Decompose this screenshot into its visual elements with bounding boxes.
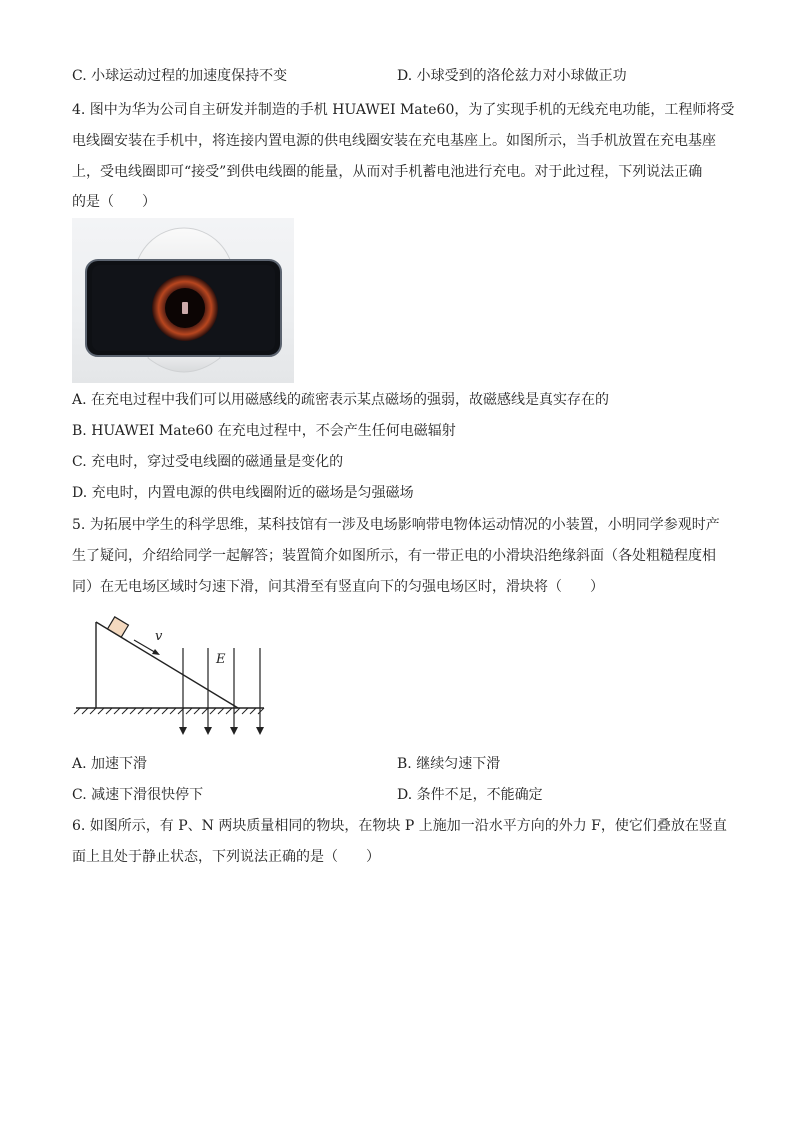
q4-stem-line-3: 上，受电线圈即可“接受”到供电线圈的能量，从而对手机蓄电池进行充电。对于此过程，下列说法正确 bbox=[72, 164, 703, 180]
q4-option-a: A. 在充电过程中我们可以用磁感线的疏密表示某点磁场的强弱，故磁感线是真实存在的 bbox=[72, 392, 610, 408]
velocity-label: v bbox=[155, 629, 163, 644]
phone-charging-photo bbox=[72, 218, 294, 383]
incline-electric-field-diagram bbox=[72, 612, 272, 742]
q3-option-c: C. 小球运动过程的加速度保持不变 bbox=[72, 68, 288, 84]
field-arrowheads bbox=[179, 727, 264, 735]
q4-option-c: C. 充电时，穿过受电线圈的磁通量是变化的 bbox=[72, 454, 344, 470]
charged-block bbox=[108, 617, 129, 637]
q4-option-b: B. HUAWEI Mate60 在充电过程中，不会产生任何电磁辐射 bbox=[72, 423, 456, 439]
q6-stem-line-2: 面上且处于静止状态，下列说法正确的是（ ） bbox=[72, 849, 380, 865]
q5-stem-line-2: 生了疑问，介绍给同学一起解答；装置简介如图所示，有一带正电的小滑块沿绝缘斜面（各处粗糙程度相 bbox=[72, 548, 716, 564]
field-label: E bbox=[216, 652, 226, 667]
q4-option-d: D. 充电时，内置电源的供电线圈附近的磁场是匀强磁场 bbox=[72, 485, 414, 501]
q5-option-a: A. 加速下滑 bbox=[72, 756, 148, 772]
q5-stem-line-3: 同）在无电场区域时匀速下滑，问其滑至有竖直向下的匀强电场区时，滑块将（ ） bbox=[72, 579, 604, 595]
velocity-arrow-head bbox=[152, 649, 160, 655]
q4-stem-line-1: 4. 图中为华为公司自主研发并制造的手机 HUAWEI Mate60，为了实现手机的无线充电功能，工程师将受 bbox=[72, 102, 735, 118]
q3-option-d: D. 小球受到的洛伦兹力对小球做正功 bbox=[397, 68, 627, 84]
phone-on-wireless-charger-image bbox=[72, 218, 294, 383]
q6-stem-line-1: 6. 如图所示，有 P、N 两块质量相同的物块，在物块 P 上施加一沿水平方向的外力 F，使它们叠放在竖直 bbox=[72, 818, 727, 834]
q4-stem-line-2: 电线圈安装在手机中，将连接内置电源的供电线圈安装在充电基座上。如图所示，当手机放置在充电基座 bbox=[72, 133, 716, 149]
q5-option-d: D. 条件不足，不能确定 bbox=[397, 787, 543, 803]
q5-option-b: B. 继续匀速下滑 bbox=[397, 756, 501, 772]
q5-option-c: C. 减速下滑很快停下 bbox=[72, 787, 204, 803]
q5-stem-line-1: 5. 为拓展中学生的科学思维，某科技馆有一涉及电场影响带电物体运动情况的小装置，小明同学参观时产 bbox=[72, 517, 720, 533]
ground-hatching bbox=[74, 708, 264, 714]
q4-stem-line-4: 的是（ ） bbox=[72, 194, 156, 210]
